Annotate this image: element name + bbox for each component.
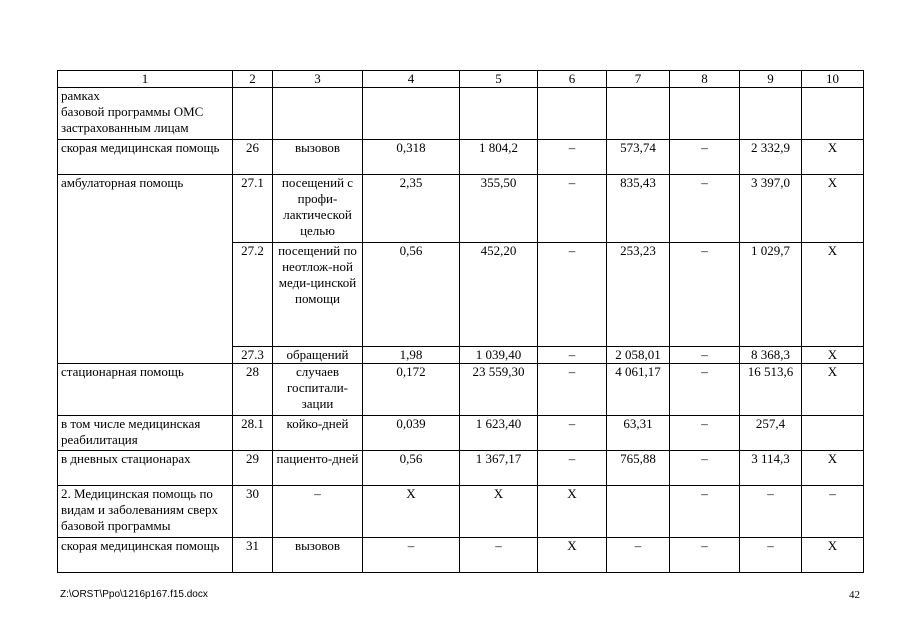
cell-name: амбулаторная помощь (58, 175, 233, 364)
cell-unit: обращений (273, 347, 363, 364)
cell-name: рамках базовой программы ОМС застрахованным лицам (58, 88, 233, 140)
header-cell: 3 (273, 71, 363, 88)
cell-value: 355,50 (460, 175, 538, 243)
cell-value (460, 88, 538, 140)
cell-value: – (670, 416, 740, 451)
cell-name: 2. Медицинская помощь по видам и заболеваниям сверх базовой программы (58, 486, 233, 538)
cell-value: 16 513,6 (740, 364, 802, 416)
table-row (58, 486, 864, 538)
table-row (58, 416, 864, 451)
cell-code: 27.1 (233, 175, 273, 243)
cell-value: Х (363, 486, 460, 538)
cell-value: Х (802, 451, 864, 486)
cell-value: 573,74 (607, 140, 670, 175)
cell-value: Х (538, 538, 607, 573)
cell-value: Х (802, 175, 864, 243)
cell-value: Х (802, 538, 864, 573)
cell-unit: случаев госпитали-зации (273, 364, 363, 416)
cell-value: 1 623,40 (460, 416, 538, 451)
cell-value: 1,98 (363, 347, 460, 364)
table-row (58, 140, 864, 175)
cell-value: – (670, 538, 740, 573)
cell-code: 28.1 (233, 416, 273, 451)
cell-name: в том числе медицинская реабилитация (58, 416, 233, 451)
cell-value: 0,56 (363, 451, 460, 486)
table-row (58, 451, 864, 486)
cell-value: 1 367,17 (460, 451, 538, 486)
cell-code: 31 (233, 538, 273, 573)
cell-value: – (363, 538, 460, 573)
cell-name: стационарная помощь (58, 364, 233, 416)
cell-unit: койко-дней (273, 416, 363, 451)
cell-value: 1 804,2 (460, 140, 538, 175)
cell-value (538, 88, 607, 140)
cell-value: – (670, 451, 740, 486)
header-cell: 6 (538, 71, 607, 88)
cell-name: скорая медицинская помощь (58, 140, 233, 175)
cell-unit: посещений с профи-лактической целью (273, 175, 363, 243)
cell-name: скорая медицинская помощь (58, 538, 233, 573)
cell-value: – (670, 347, 740, 364)
cell-unit: вызовов (273, 538, 363, 573)
cell-value: – (607, 538, 670, 573)
cell-code: 30 (233, 486, 273, 538)
cell-value: – (802, 486, 864, 538)
cell-value: – (740, 486, 802, 538)
table-row (58, 88, 864, 140)
page-number: 42 (849, 589, 860, 601)
cell-value: 1 029,7 (740, 243, 802, 347)
header-cell: 5 (460, 71, 538, 88)
cell-value: Х (460, 486, 538, 538)
cell-value: – (670, 486, 740, 538)
cell-value (670, 88, 740, 140)
cell-value: 23 559,30 (460, 364, 538, 416)
cell-unit: – (273, 486, 363, 538)
cell-value (607, 88, 670, 140)
cell-value: 1 039,40 (460, 347, 538, 364)
cell-value: Х (802, 243, 864, 347)
table-row (58, 364, 864, 416)
cell-value: 765,88 (607, 451, 670, 486)
cell-value: 4 061,17 (607, 364, 670, 416)
data-table (57, 70, 864, 573)
cell-value: – (538, 451, 607, 486)
cell-value: – (538, 347, 607, 364)
cell-unit: посещений по неотлож-ной меди-цинской помощи (273, 243, 363, 347)
cell-value: – (538, 140, 607, 175)
cell-value: Х (538, 486, 607, 538)
header-cell: 1 (58, 71, 233, 88)
cell-value: – (740, 538, 802, 573)
cell-value: – (538, 416, 607, 451)
header-cell: 10 (802, 71, 864, 88)
cell-value: 0,318 (363, 140, 460, 175)
cell-value: 253,23 (607, 243, 670, 347)
cell-value: – (670, 364, 740, 416)
cell-code: 29 (233, 451, 273, 486)
cell-value: – (460, 538, 538, 573)
cell-value (802, 416, 864, 451)
cell-value: 0,039 (363, 416, 460, 451)
cell-code: 26 (233, 140, 273, 175)
cell-value: – (538, 175, 607, 243)
cell-value: 8 368,3 (740, 347, 802, 364)
header-cell: 4 (363, 71, 460, 88)
cell-code: 27.2 (233, 243, 273, 347)
cell-value: 452,20 (460, 243, 538, 347)
header-cell: 8 (670, 71, 740, 88)
cell-value: 835,43 (607, 175, 670, 243)
cell-value: – (670, 243, 740, 347)
cell-value (740, 88, 802, 140)
cell-value (802, 88, 864, 140)
cell-unit: вызовов (273, 140, 363, 175)
header-cell: 9 (740, 71, 802, 88)
table-row (58, 175, 864, 243)
cell-value: – (670, 175, 740, 243)
cell-code (233, 88, 273, 140)
header-cell: 7 (607, 71, 670, 88)
cell-value: 3 114,3 (740, 451, 802, 486)
cell-value (363, 88, 460, 140)
cell-value (607, 486, 670, 538)
cell-value: 2 058,01 (607, 347, 670, 364)
cell-value: 63,31 (607, 416, 670, 451)
cell-code: 27.3 (233, 347, 273, 364)
cell-unit: пациенто-дней (273, 451, 363, 486)
table-row (58, 538, 864, 573)
cell-value: – (670, 140, 740, 175)
cell-value: – (538, 364, 607, 416)
cell-value: 3 397,0 (740, 175, 802, 243)
cell-value: 257,4 (740, 416, 802, 451)
cell-value: 0,56 (363, 243, 460, 347)
cell-value: Х (802, 364, 864, 416)
footer-file-path: Z:\ORST\Ppo\1216p167.f15.docx (60, 589, 208, 600)
cell-value: Х (802, 347, 864, 364)
header-row (58, 71, 864, 88)
cell-value: Х (802, 140, 864, 175)
cell-value: 2,35 (363, 175, 460, 243)
cell-code: 28 (233, 364, 273, 416)
cell-name: в дневных стационарах (58, 451, 233, 486)
cell-value: 0,172 (363, 364, 460, 416)
header-cell: 2 (233, 71, 273, 88)
cell-value: 2 332,9 (740, 140, 802, 175)
cell-value: – (538, 243, 607, 347)
cell-unit (273, 88, 363, 140)
